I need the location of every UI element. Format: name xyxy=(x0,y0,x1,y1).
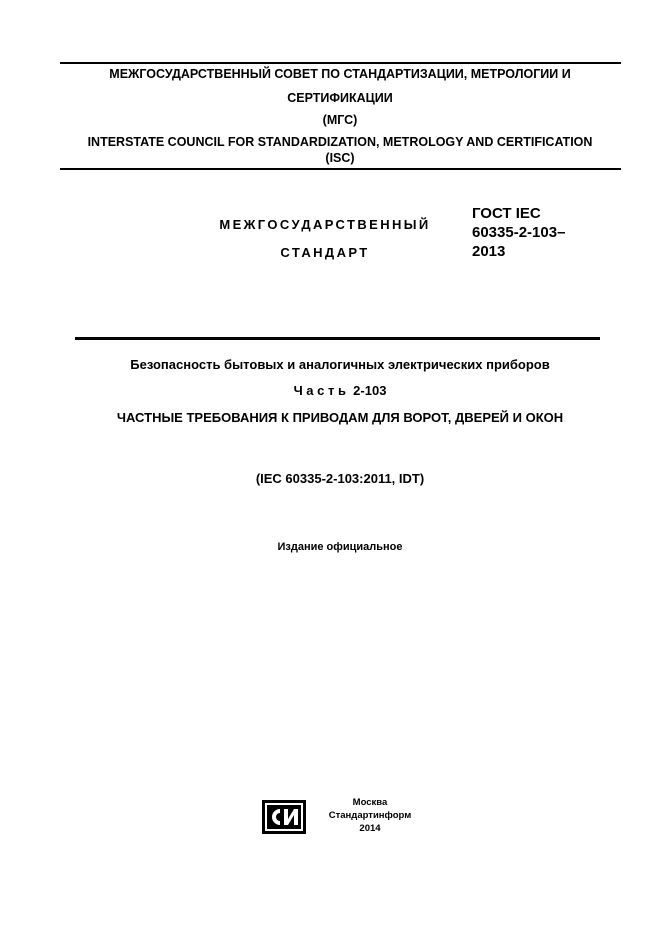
document-title: Безопасность бытовых и аналогичных электрических приборов xyxy=(130,357,550,372)
standard-type-line1: МЕЖГОСУДАРСТВЕННЫЙ xyxy=(219,217,431,232)
document-subtitle: ЧАСТНЫЕ ТРЕБОВАНИЯ К ПРИВОДАМ ДЛЯ ВОРОТ, ДВЕРЕЙ И ОКОН xyxy=(116,410,564,425)
publisher-block xyxy=(310,796,430,835)
standard-code xyxy=(472,204,612,261)
title-top-rule xyxy=(75,337,600,340)
standard-code-line3: 2013 xyxy=(472,243,506,260)
document-part: Ч а с т ь 2-103 xyxy=(293,383,387,398)
standard-code-line1: ГОСТ IEC xyxy=(472,205,541,222)
council-ru-line1: МЕЖГОСУДАРСТВЕННЫЙ СОВЕТ ПО СТАНДАРТИЗАЦИИ, МЕТРОЛОГИИ И xyxy=(109,67,571,81)
publisher-name: Стандартинформ xyxy=(328,810,412,821)
edition-label: Издание официальное xyxy=(277,541,403,553)
standartinform-logo-icon xyxy=(262,800,306,834)
council-ru-line2: СЕРТИФИКАЦИИ xyxy=(287,91,393,105)
publisher-city: Москва xyxy=(352,797,388,808)
top-rule xyxy=(60,62,621,64)
publisher-year: 2014 xyxy=(359,823,381,834)
standard-type-line2: СТАНДАРТ xyxy=(280,245,370,260)
council-en-abbr: (ISC) xyxy=(325,151,355,165)
council-en-line1: INTERSTATE COUNCIL FOR STANDARDIZATION, METROLOGY AND CERTIFICATION xyxy=(87,135,593,149)
council-ru-abbr: (МГС) xyxy=(322,113,358,127)
header-bottom-rule xyxy=(60,168,621,170)
iec-reference: (IEC 60335-2-103:2011, IDT) xyxy=(255,471,425,486)
standard-code-line2: 60335-2-103– xyxy=(472,224,566,241)
